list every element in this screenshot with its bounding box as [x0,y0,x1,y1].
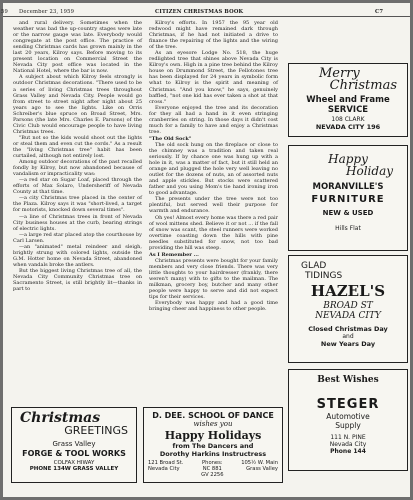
ad-address: 111 N. PINE [330,434,366,441]
ad-phone: NC 881 [202,466,222,472]
ad-phones [201,460,223,478]
ad-phone: PHONE 134W GRASS VALLEY [29,466,119,472]
paragraph: —a red star on Sugar Loaf, placed through the efforts of Max Solaro, Undersheriff of Nevada County at that time. [13,177,142,196]
ad-holiday-text: Holiday [346,164,393,178]
subheading: "The Old Sock" [149,135,192,142]
ad-christmas-text: Christmas [329,78,397,93]
ad-instructress-text: Dorothy Harkins Instructress [159,450,267,458]
ad-tidings-text: TIDINGS [305,271,343,281]
ad-city: Grass Valley [52,440,96,448]
ad-business-name: FORGE & TOOL WORKS [22,449,126,458]
page-date: December 23, 1959 [19,9,75,15]
ad-hazels [288,255,408,363]
ad-new-used-text: NEW & USED [322,209,374,217]
paragraph: Among outdoor decorations of the past recalled fondly by Kilroy, but now abandoned because of vandalism or impracticality was: [13,159,142,178]
paragraph: Oh yes! Almost every home was there a red pair of wool mittens shed. Believe it or not ... if the fall of snow was scant, the steel runners were worked overtime coasting down the hills with pine needles substituted for snow, not too bad providing the hill was steep. [149,214,278,251]
ad-address: COLFAX HIWAY [53,460,95,466]
ad-phones-label: Phones: [202,460,223,466]
paragraph: —an "animated" metal reindeer and sleigh, brightly strung with colored lights, outside the G.M. Hotter home on Nevada Street, abandoned when vandals broke the antlers. [13,243,142,268]
ad-city: Nevada City [148,466,180,472]
ad-new-years-text: New Years Day [320,340,376,348]
page-number-right: C7 [375,9,384,15]
ad-wishes-text: wishes you [193,420,233,428]
article-column-1 [13,20,142,418]
ad-business-name: D. DEE. SCHOOL OF DANCE [152,411,274,420]
paragraph: The old sock hung on the fireplace or close to the chimney was a tradition and taken real seriously. If by chance one was hung up with a hole in it, was a matter of fact, but it still held an orange and plugged the hole very well leaving no outlet for the dozens of nuts, an of assorted nuts and apple stickles. But stocks were scattered father and you using Mom's tie hand ironing iron to good advantage. [149,141,278,197]
ad-wheel-and-frame [288,63,408,137]
ad-location-grass-valley [241,460,278,478]
ad-street: BROAD ST [323,301,373,311]
paragraph: But the biggest living Christmas tree of all, the Nevada City Community Christmas tree on Sacramento Street, is still brightly lit—thanks in part to [13,267,142,293]
ad-address: 121 Broad St. [148,460,184,466]
paragraph: —a line of Christmas trees in front of Nevada City business houses at the curb, bearing strings of electric lights. [13,213,142,232]
ad-city: Grass Valley [246,466,278,472]
ad-location-nevada-city [148,460,183,478]
ad-phone: Phone 144 [330,448,366,455]
ad-christmas-text: Christmas [20,410,101,426]
ad-business-name: STEGER [316,397,380,412]
ad-best-wishes-text: Best Wishes [317,375,379,385]
ad-phone: NEVADA CITY 196 [315,123,381,131]
ad-happy-holidays-text: Happy Holidays [164,429,262,442]
ad-service-text: SERVICE [327,105,369,115]
ad-steger-automotive [288,369,408,471]
ad-business-name: Wheel and Frame [306,95,390,105]
ad-phone: GV 2256 [201,472,224,478]
ad-furniture-text: FURNITURE [311,194,385,205]
paragraph: "But not so the kids would shoot out the lights or steal them and even cut the cords." As a result the "living Christmas tree" habit has been curtailed, although not entirely lost. [13,134,142,160]
ad-happy-text: Happy [328,152,368,166]
newspaper-page [3,3,410,497]
paragraph: —a city Christmas tree placed in the center of the Plaza. Kilroy says it was "short-lived, a target for motorists, knocked down several times". [13,195,142,214]
paragraph: Christmas presents were bought for your family members and very close friends. There was very little thoughts to your hairdresser (frankly, there weren't many) with to gifts to the mailman. The milkman, grocery boy, butcher and many other people were happy to serve and did not expect tips for their services. [149,257,278,301]
ad-forge-tool-works [11,407,137,483]
ad-dance-school [143,407,283,483]
page-number-left: 59 [1,9,9,15]
ad-closed-text: Closed Christmas Day [308,325,388,333]
ad-greetings-text: GREETINGS [64,424,128,437]
ad-business-name: HAZEL'S [310,282,386,300]
ad-address: 105½ W. Main [241,460,278,466]
paragraph: Kilroy's efforts. In 1957 the 95 year old redwood might have remained dark through Christmas, if he had not initiated a drive to finance the repairing of the lights and the wiring of the tree. [149,20,278,51]
subheading: As I Remember ... [149,251,199,258]
ad-business-name: MORANVILLE'S [312,182,384,192]
paragraph: Everybody was happy and had a good time bringing cheer and happiness to other people. [149,300,278,313]
ad-moranville-furniture [288,145,408,251]
paragraph: —a large red star placed atop the courthouse by Carl Larsen. [13,231,142,244]
ad-address: 108 CLARK [331,116,365,123]
ad-glad-text: GLAD [301,261,327,271]
paragraph: As an eyesore Lodge No. 518, the huge redlighted tree that shines above Nevada City is Kilroy's own. High in a pine tree behind the Kilroy house on Drummond Street, the Fellotones tree has been displayed for 24 years in symbolic form what to Kilroy is the spirit and meaning of Christmas. "And you know," he says, genuinely baffled, "not one kid has ever taken a shot at that cross." [149,50,278,105]
ad-supply-text: Supply [335,421,361,430]
ad-location: Hills Flat [335,225,361,232]
ad-from-text: from The Dancers and [172,442,254,450]
ad-and-text: and [342,333,354,340]
ad-automotive-text: Automotive [326,412,370,421]
ad-city: Nevada City [329,441,367,448]
paragraph: Everyone enjoyed the tree and its decoration for they all had a hand in it even stringing cranberries on string. In those days it didn't cost much for a family to have and enjoy a Christmas tree. [149,104,278,135]
paragraph: and rural delivery. Sometimes when the weather was bad the up-country stages were late or the narrow gauge was late. Everybody would congregate at the post office. The practice of sending Christmas cards has grown mainly in the last 20 years, Kilroy says. Before moving to its present location on Commercial Street the Nevada City post office was located in the National Hotel, where the bar is now. [13,20,142,75]
page-title: CITIZEN CHRISTMAS BOOK [155,9,244,15]
ad-city: NEVADA CITY [315,311,381,321]
ad-locations [144,458,282,478]
header-rule [3,16,410,17]
paragraph: The presents under the tree were not too plentiful, but served well their purpose for warmth and endurance. [149,196,278,215]
article-column-2 [149,20,278,418]
paragraph: A subject about which Kilroy feels strongly is outdoor Christmas decorations. "There used to be a series of living Christmas trees throughout Grass Valley and Nevada City. People would go from street to street night after night about 25 years ago to see the lights. Like on Orris Schreiber's blue spruce on Broad Street, Mrs. Parsons (the late Mrs. Charles E. Parsons) of the Civic Club would encourage people to have living Christmas trees. [13,74,142,135]
ad-merry-text: Merry [319,66,360,81]
